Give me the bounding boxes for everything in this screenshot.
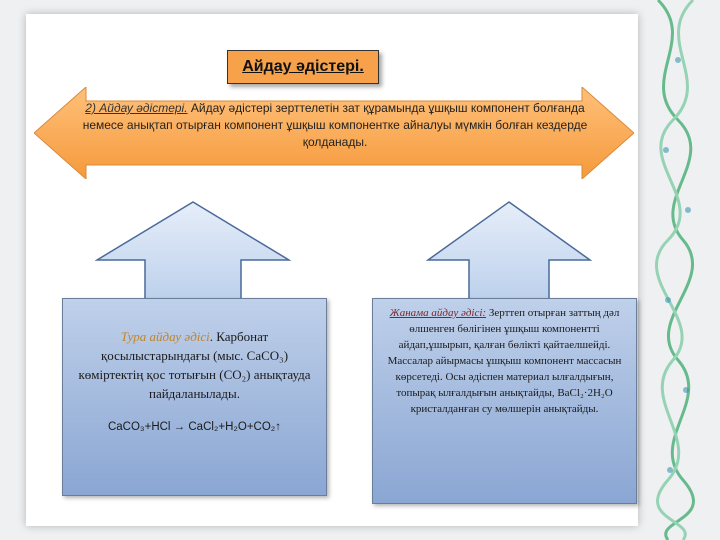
direct-method-text xyxy=(73,327,316,403)
arrow-description xyxy=(70,100,600,151)
indirect-method-text xyxy=(381,305,628,417)
direct-distillation-box xyxy=(62,298,327,496)
arrow-body: Айдау әдістері зерттелетін зат құрамында ұшқыш компонент болғанда немесе анықтап отырған компонент ұшқыш компонентке айналуы мүмкін болған кездерде қолданады. xyxy=(82,101,588,149)
arrow-heading: 2) Айдау әдістері. xyxy=(85,101,188,115)
up-arrow-left xyxy=(95,200,291,302)
reaction-equation: CaCO₃+HCl → CaCl₂+H₂O+CO₂↑ xyxy=(107,421,282,433)
direct-method-description: . Карбонат қосылыстарындағы (мыс. CaCO₃) көміртектің қос тотығын (CO₂) анықтауда пайдаланылады. xyxy=(78,329,311,401)
indirect-method-description: Зерттеп отырған заттың дәл өлшенген бөлігінен ұшқыш компонентті айдап,ұшырып, қалған бөлікті қайтаелшейді. Массалар айырмасы ұшқыш компонент массасын көрсетеді. Осы әдіспен материал ылғалдығын, топырақ ылғалдығын анықтайды, BaCl₂·2H₂O кристалданған су мөлшерін анықтайды. xyxy=(387,307,622,415)
indirect-method-label: Жанама айдау әдісі: xyxy=(389,307,487,319)
slide-title: Айдау әдістері. xyxy=(227,50,379,84)
direct-method-label: Тура айдау әдісі xyxy=(120,329,210,344)
up-arrow-right xyxy=(426,200,592,302)
indirect-distillation-box xyxy=(372,298,637,504)
decorative-vine-strip xyxy=(638,0,720,540)
